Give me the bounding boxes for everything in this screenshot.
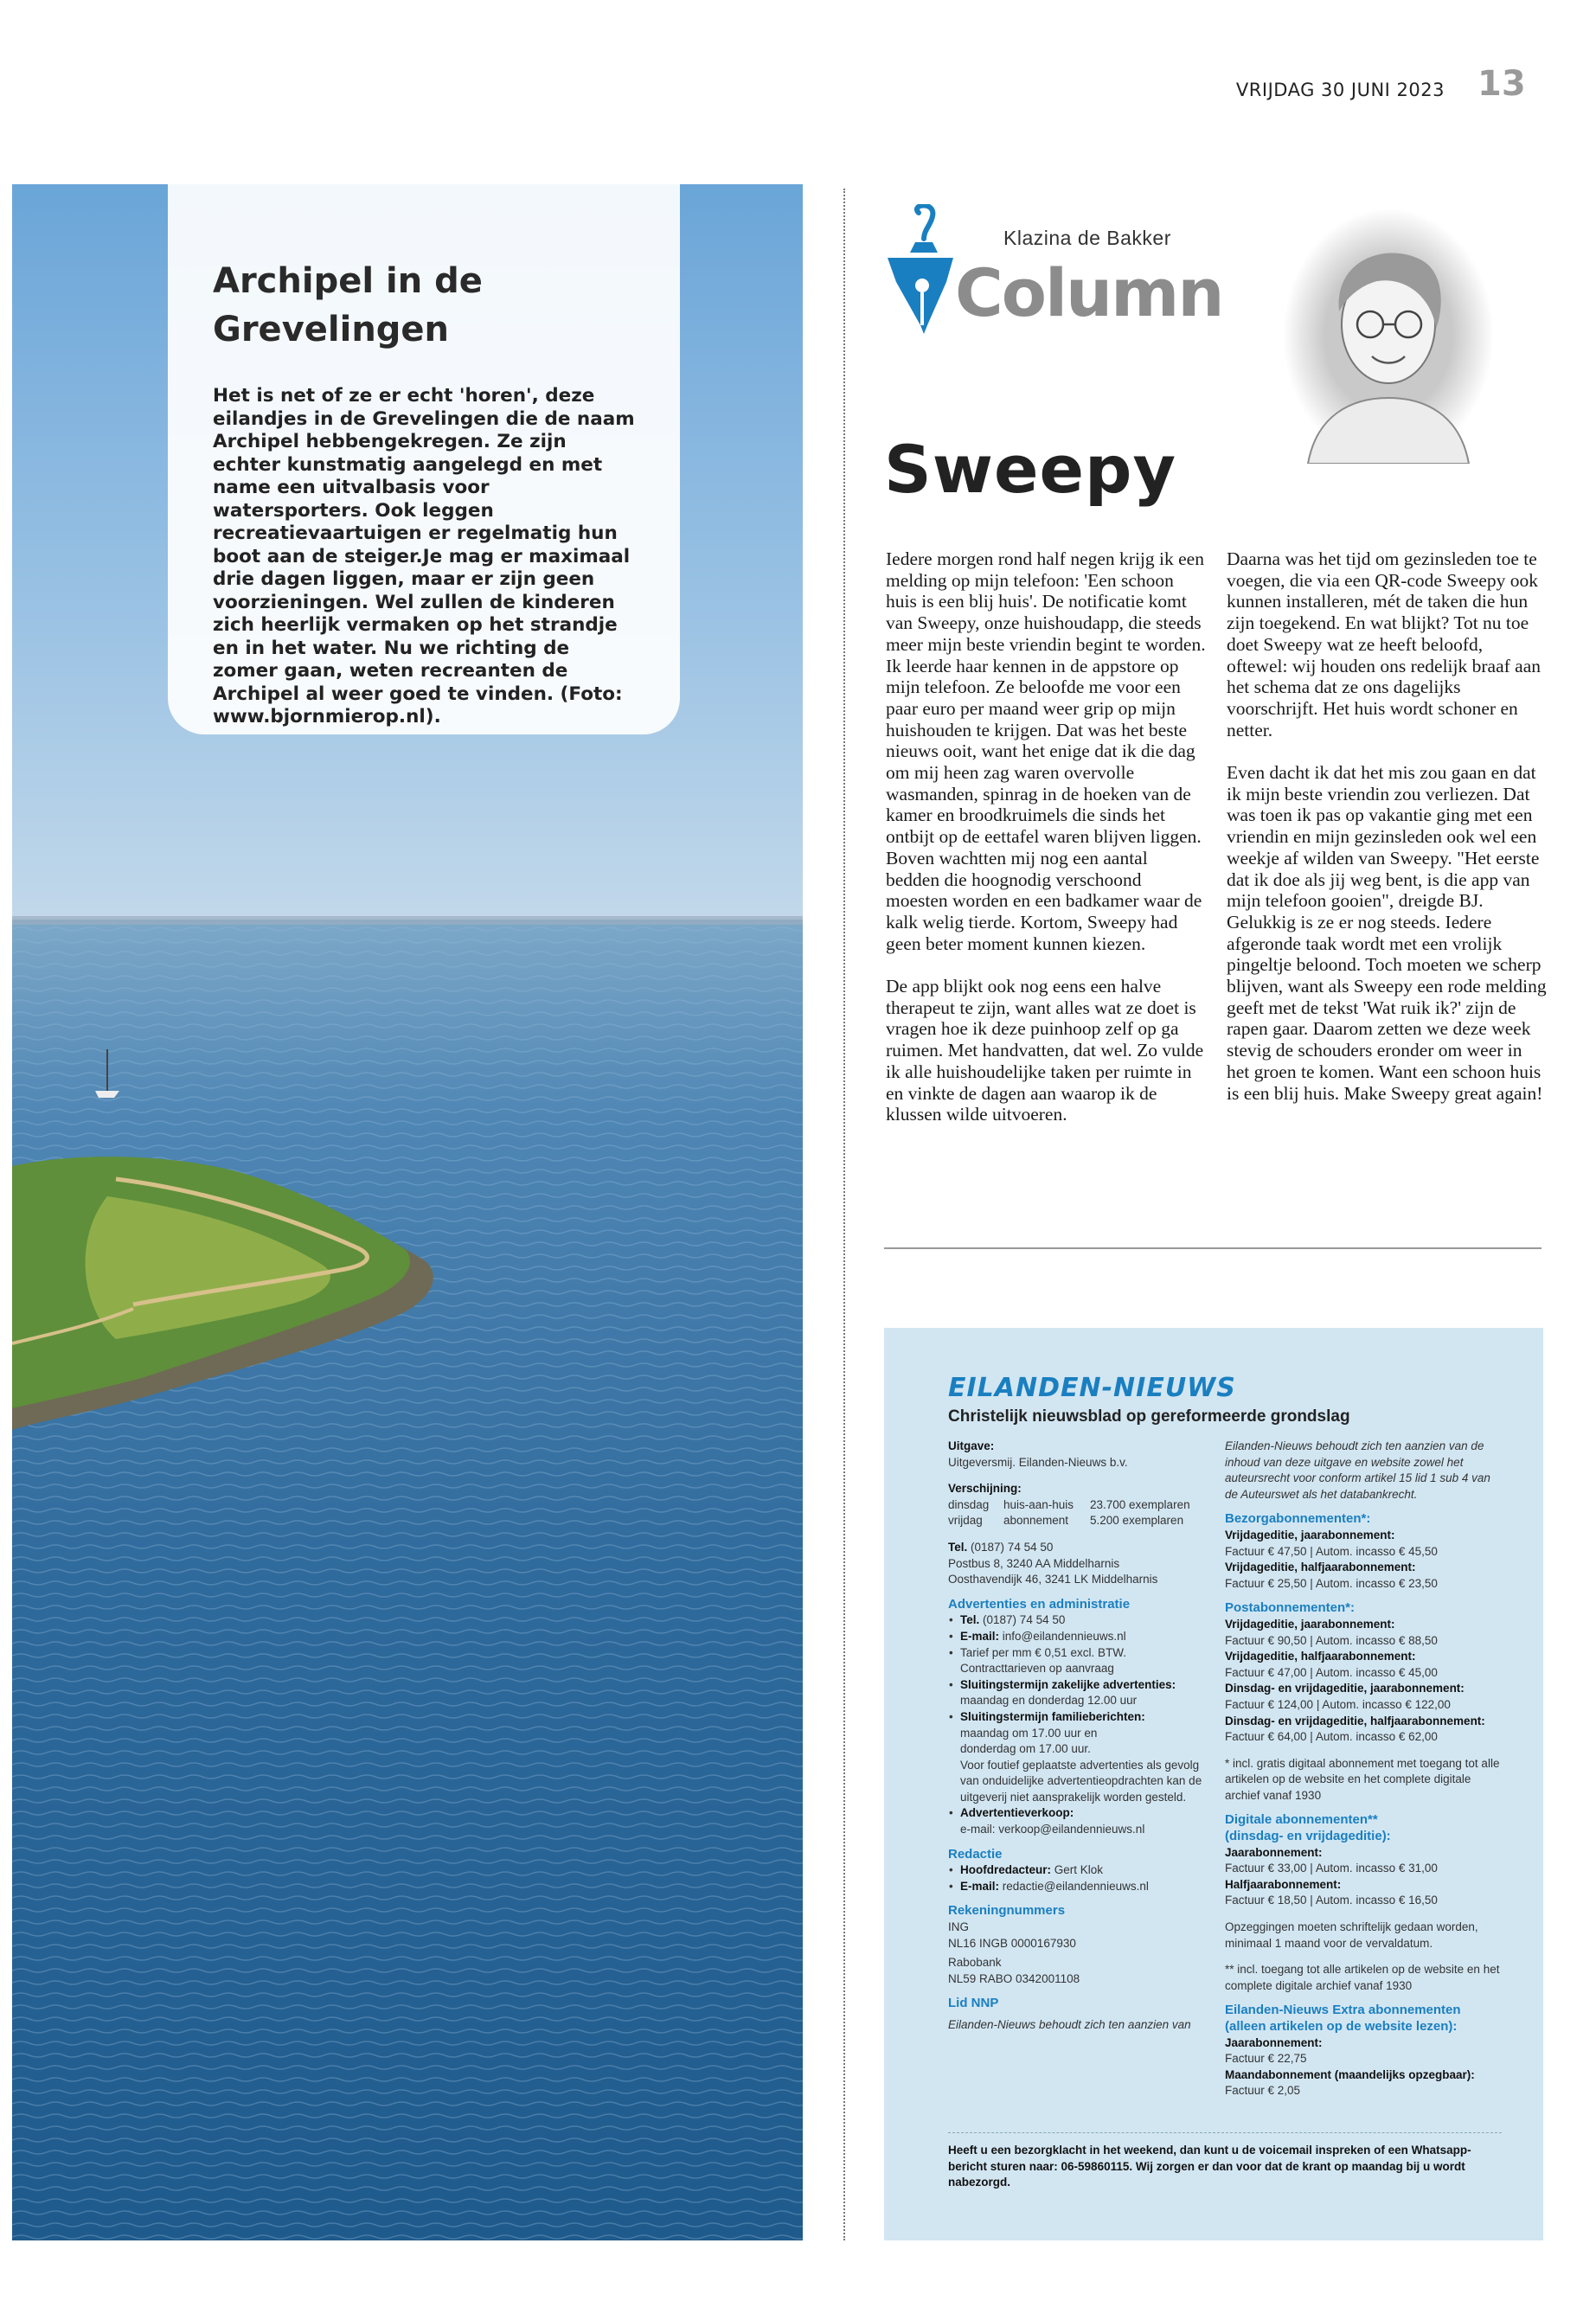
- hoofdred-value: Gert Klok: [1054, 1863, 1104, 1877]
- row-count: 23.700 exemplaren: [1090, 1497, 1190, 1511]
- colophon-box: [884, 1328, 1543, 2240]
- row-day: vrijdag: [948, 1514, 983, 1528]
- rights-text-start: Eilanden-Nieuws behoudt zich ten aanzien van: [948, 2018, 1191, 2031]
- subscription-price: Factuur € 64,00 | Autom. incasso € 62,00: [1225, 1730, 1438, 1744]
- adv-tel-value: (0187) 74 54 50: [983, 1613, 1066, 1627]
- foutief-disclaimer: Voor foutief geplaatste advertenties als gevolg van onduidelijke advertentieopdrachten kan de uitgeverij niet aansprakelijk worden gesteld.: [960, 1758, 1202, 1804]
- verkoop-label: Advertentieverkoop:: [960, 1806, 1074, 1820]
- photo-caption-text: Het is net of ze er echt 'horen', deze eilandjes in de Grevelingen die de naam Archipel hebbengekregen. Ze zijn echter kunstmatig aangelegd en met name een uitvalbasis voor watersporters. Ook leggen recreatievaartuigen er regelmatig hun boot aan de steiger.Je mag er maximaal drie dagen liggen, maar er zijn geen voorzieningen. Wel zullen de kinderen zich heerlijk vermaken op het strandje en in het water. Nu we richting de zomer gaan, weten recreanten de Archipel al weer goed te vinden. (Foto: www.bjornmierop.nl).: [213, 385, 635, 727]
- row-count: 5.200 exemplaren: [1090, 1514, 1184, 1528]
- slt-zakelijk-value: maandag en donderdag 12.00 uur: [960, 1694, 1138, 1708]
- bank-number: NL16 INGB 0000167930: [948, 1936, 1076, 1950]
- colophon-column-left: [948, 1439, 1208, 2034]
- list-item: [960, 1612, 1208, 1629]
- subscription-price: Factuur € 18,50 | Autom. incasso € 16,50: [1225, 1894, 1438, 1907]
- footnote: ** incl. toegang tot alle artikelen op de website en het complete digitale archief vanaf 1930: [1225, 1963, 1500, 1992]
- section-divider: [884, 1247, 1542, 1249]
- page-number: 13: [1477, 64, 1526, 104]
- subscription-price: Factuur € 33,00 | Autom. incasso € 31,00: [1225, 1862, 1438, 1875]
- subscription-label: Vrijdageditie, jaarabonnement:: [1225, 1617, 1395, 1631]
- adv-email-link[interactable]: info@eilandennieuws.nl: [1002, 1629, 1126, 1643]
- digi-heading-line: (dinsdag- en vrijdageditie):: [1225, 1829, 1391, 1844]
- opzeggen-note: Opzeggingen moeten schriftelijk gedaan worden, minimaal 1 maand voor de vervaldatum.: [1225, 1920, 1478, 1950]
- column-text-left: [886, 548, 1206, 1147]
- bank-name: Rabobank: [948, 1956, 1002, 1970]
- verkoop-email-link[interactable]: e-mail: verkoop@eilandennieuws.nl: [960, 1823, 1145, 1836]
- red-email-label: E-mail:: [960, 1879, 1000, 1893]
- subscription-label: Jaarabonnement:: [1225, 1845, 1323, 1859]
- adv-contract: Contracttarieven op aanvraag: [960, 1662, 1114, 1676]
- adv-tel-label: Tel.: [960, 1613, 980, 1627]
- slt-zakelijk-label: Sluitingstermijn zakelijke advertenties:: [960, 1677, 1176, 1691]
- bezorg-heading: Bezorgabonnementen*:: [1225, 1511, 1371, 1527]
- subscription-label: Vrijdageditie, halfjaarabonnement:: [1225, 1561, 1416, 1574]
- verschijning-label: Verschijning:: [948, 1482, 1022, 1496]
- subscription-price: Factuur € 47,00 | Autom. incasso € 45,00: [1225, 1665, 1438, 1679]
- column-divider: [843, 189, 845, 2240]
- row-type: huis-aan-huis: [1003, 1497, 1074, 1511]
- rekening-heading: Rekeningnummers: [948, 1903, 1066, 1919]
- paragraph: Even dacht ik dat het mis zou gaan en dat ik mijn beste vriendin zou verliezen. Dat was toen ik pas op vakantie ging met een vriendin en mijn gezinsleden ook wel een weekje af wilden van Sweepy. "Het eerste dat ik doe als jij weg bent, is die app van mijn telefoon gooien", dreigde BJ. Gelukkig is ze er nog steeds. Iedere afgeronde taak wordt met een vrolijk pingeltje beloond. Toch moeten we scherp blijven, want als Sweepy een rode melding geeft met de tekst 'Wat ruik ik?' zijn de rapen gaar. Daarom zetten we deze week stevig de schouders eronder om weer in het groen te komen. Want een schoon huis is een blij huis. Make Sweepy great again!: [1227, 762, 1547, 1104]
- tel-label: Tel.: [948, 1540, 968, 1554]
- nnp-heading: Lid NNP: [948, 1996, 999, 2011]
- paragraph: Daarna was het tijd om gezinsleden toe te voegen, die via een QR-code Sweepy ook kunnen installeren, mét de taken die hun zijn toegekend. En wat blijkt? Tot nu toe doet Sweepy wat ze heeft beloofd, oftewel: wij houden ons redelijk braaf aan het schema dat ze ons dagelijks voorschrijft. Het huis wordt schoner en netter.: [1227, 548, 1541, 740]
- colophon-subtitle: Christelijk nieuwsblad op gereformeerde grondslag: [948, 1407, 1350, 1426]
- adv-list: [948, 1612, 1208, 1837]
- subscription-price: Factuur € 25,50 | Autom. incasso € 23,50: [1225, 1576, 1438, 1590]
- paragraph: De app blijkt ook nog eens een halve therapeut te zijn, want alles wat ze doet is vragen hoe ik deze puinhoop zelf op ga ruimen. Met handvatten, dat wel. Zo vulde ik alle huishoudelijke taken per ruimte in en vinkte de dagen aan waarop ik de klussen wilde uitvoeren.: [886, 976, 1204, 1125]
- colophon-column-right: [1225, 1439, 1502, 2099]
- extra-heading-line: (alleen artikelen op de website lezen):: [1225, 2019, 1458, 2034]
- tel-line: [948, 1540, 1208, 1556]
- bezorgklacht-notice: Heeft u een bezorgklacht in het weekend, dan kunt u de voicemail inspreken of een Whatsapp-bericht sturen naar: 06-59860115. Wij zorgen er dan voor dat de krant op maandag bij u wordt nabezorgd.: [948, 2144, 1471, 2189]
- subscription-price: Factuur € 90,50 | Autom. incasso € 88,50: [1225, 1633, 1438, 1647]
- eilanden-nieuws-logo: EILANDEN-NIEUWS: [948, 1373, 1236, 1403]
- subscription-label: Vrijdageditie, jaarabonnement:: [1225, 1528, 1395, 1541]
- paragraph: Iedere morgen rond half negen krijg ik een melding op mijn telefoon: 'Een schoon huis is een blij huis'. De notificatie komt van Sweepy, onze huishoudapp, die steeds meer mijn beste vriendin begint te worden. Ik leerde haar kennen in de appstore op mijn telefoon. Ze beloofde me voor een paar euro per maand weer grip op mijn huishouden te krijgen. Dat was het beste nieuws ooit, want het enige dat ik die dag om mij heen zag waren overvolle wasmanden, spinrag in de hoeken van de kamer en broodkruimels die sinds het ontbijt op de eettafel waren blijven liggen. Boven wachtten mij nog een aantal bedden die hoognodig verschoond moesten worden en een badkamer waar de kalk welig tierde. Kortom, Sweepy had geen beter moment kunnen kiezen.: [886, 548, 1206, 954]
- subscription-price: Factuur € 22,75: [1225, 2052, 1307, 2066]
- row-day: dinsdag: [948, 1497, 990, 1511]
- address-line: Oosthavendijk 46, 3241 LK Middelharnis: [948, 1573, 1158, 1586]
- list-item: [960, 1645, 1208, 1677]
- photo-caption-box: [168, 184, 680, 734]
- verschijning-row: [948, 1497, 1208, 1514]
- slt-familie-value: donderdag om 17.00 uur.: [960, 1742, 1091, 1756]
- subscription-label: Maandabonnement (maandelijks opzegbaar):: [1225, 2067, 1475, 2081]
- column-label: Column: [955, 254, 1223, 331]
- subscription-price: Factuur € 47,50 | Autom. incasso € 45,50: [1225, 1544, 1438, 1558]
- subscription-label: Dinsdag- en vrijdageditie, halfjaarabonnement:: [1225, 1714, 1485, 1727]
- list-item: [960, 1805, 1208, 1837]
- verschijning-row: [948, 1513, 1208, 1529]
- address-line: Postbus 8, 3240 AA Middelharnis: [948, 1556, 1120, 1570]
- digi-heading: [1225, 1812, 1502, 1844]
- column-text-right: [1227, 548, 1547, 1125]
- author-portrait-sketch: [1282, 208, 1495, 464]
- footnote: * incl. gratis digitaal abonnement met toegang tot alle artikelen op de website en het complete digitale archief vanaf 1930: [1225, 1756, 1500, 1802]
- uitgave-label: Uitgave:: [948, 1439, 995, 1452]
- subscription-label: Vrijdageditie, halfjaarabonnement:: [1225, 1650, 1416, 1663]
- list-item: [960, 1879, 1208, 1895]
- list-item: [960, 1862, 1208, 1879]
- colophon-divider: [948, 2132, 1502, 2133]
- subscription-label: Jaarabonnement:: [1225, 2035, 1323, 2049]
- list-item: [960, 1677, 1208, 1709]
- tel-value: (0187) 74 54 50: [971, 1540, 1054, 1554]
- bank-name: ING: [948, 1920, 970, 1934]
- extra-heading: [1225, 2003, 1502, 2035]
- issue-date: VRIJDAG 30 JUNI 2023: [1235, 80, 1445, 100]
- digi-heading-line: Digitale abonnementen**: [1225, 1812, 1378, 1828]
- slt-familie-label: Sluitingstermijn familieberichten:: [960, 1709, 1145, 1723]
- photo-caption-title: Archipel in de Grevelingen: [213, 261, 483, 349]
- fountain-pen-icon: [884, 204, 958, 338]
- redactie-list: [948, 1862, 1208, 1894]
- adv-heading: Advertenties en administratie: [948, 1596, 1131, 1612]
- adv-tarief: Tarief per mm € 0,51 excl. BTW.: [960, 1645, 1127, 1659]
- uitgave-value: Uitgeversmij. Eilanden-Nieuws b.v.: [948, 1455, 1128, 1469]
- row-type: abonnement: [1003, 1514, 1069, 1528]
- rights-text: Eilanden-Nieuws behoudt zich ten aanzien van de inhoud van deze uitgave en website zowel het auteursrecht voor conform artikel 15 lid 1 sub 4 van de Auteurswet als het databankrecht.: [1225, 1439, 1490, 1501]
- hoofdred-label: Hoofdredacteur:: [960, 1863, 1052, 1877]
- extra-heading-line: Eilanden-Nieuws Extra abonnementen: [1225, 2003, 1461, 2018]
- slt-familie-value: maandag om 17.00 uur en: [960, 1726, 1098, 1740]
- bank-number: NL59 RABO 0342001108: [948, 1971, 1080, 1985]
- column-author: Klazina de Bakker: [1003, 227, 1171, 249]
- adv-email-label: E-mail:: [960, 1629, 1000, 1643]
- subscription-price: Factuur € 2,05: [1225, 2084, 1301, 2098]
- list-item: [960, 1629, 1208, 1645]
- subscription-label: Dinsdag- en vrijdageditie, jaarabonnement:: [1225, 1682, 1465, 1695]
- column-headline: Sweepy: [884, 431, 1176, 508]
- redactie-heading: Redactie: [948, 1846, 1003, 1862]
- list-item: [960, 1709, 1208, 1806]
- post-heading: Postabonnementen*:: [1225, 1600, 1356, 1616]
- red-email-link[interactable]: redactie@eilandennieuws.nl: [1002, 1879, 1149, 1893]
- subscription-label: Halfjaarabonnement:: [1225, 1877, 1342, 1891]
- subscription-price: Factuur € 124,00 | Autom. incasso € 122,00: [1225, 1697, 1451, 1711]
